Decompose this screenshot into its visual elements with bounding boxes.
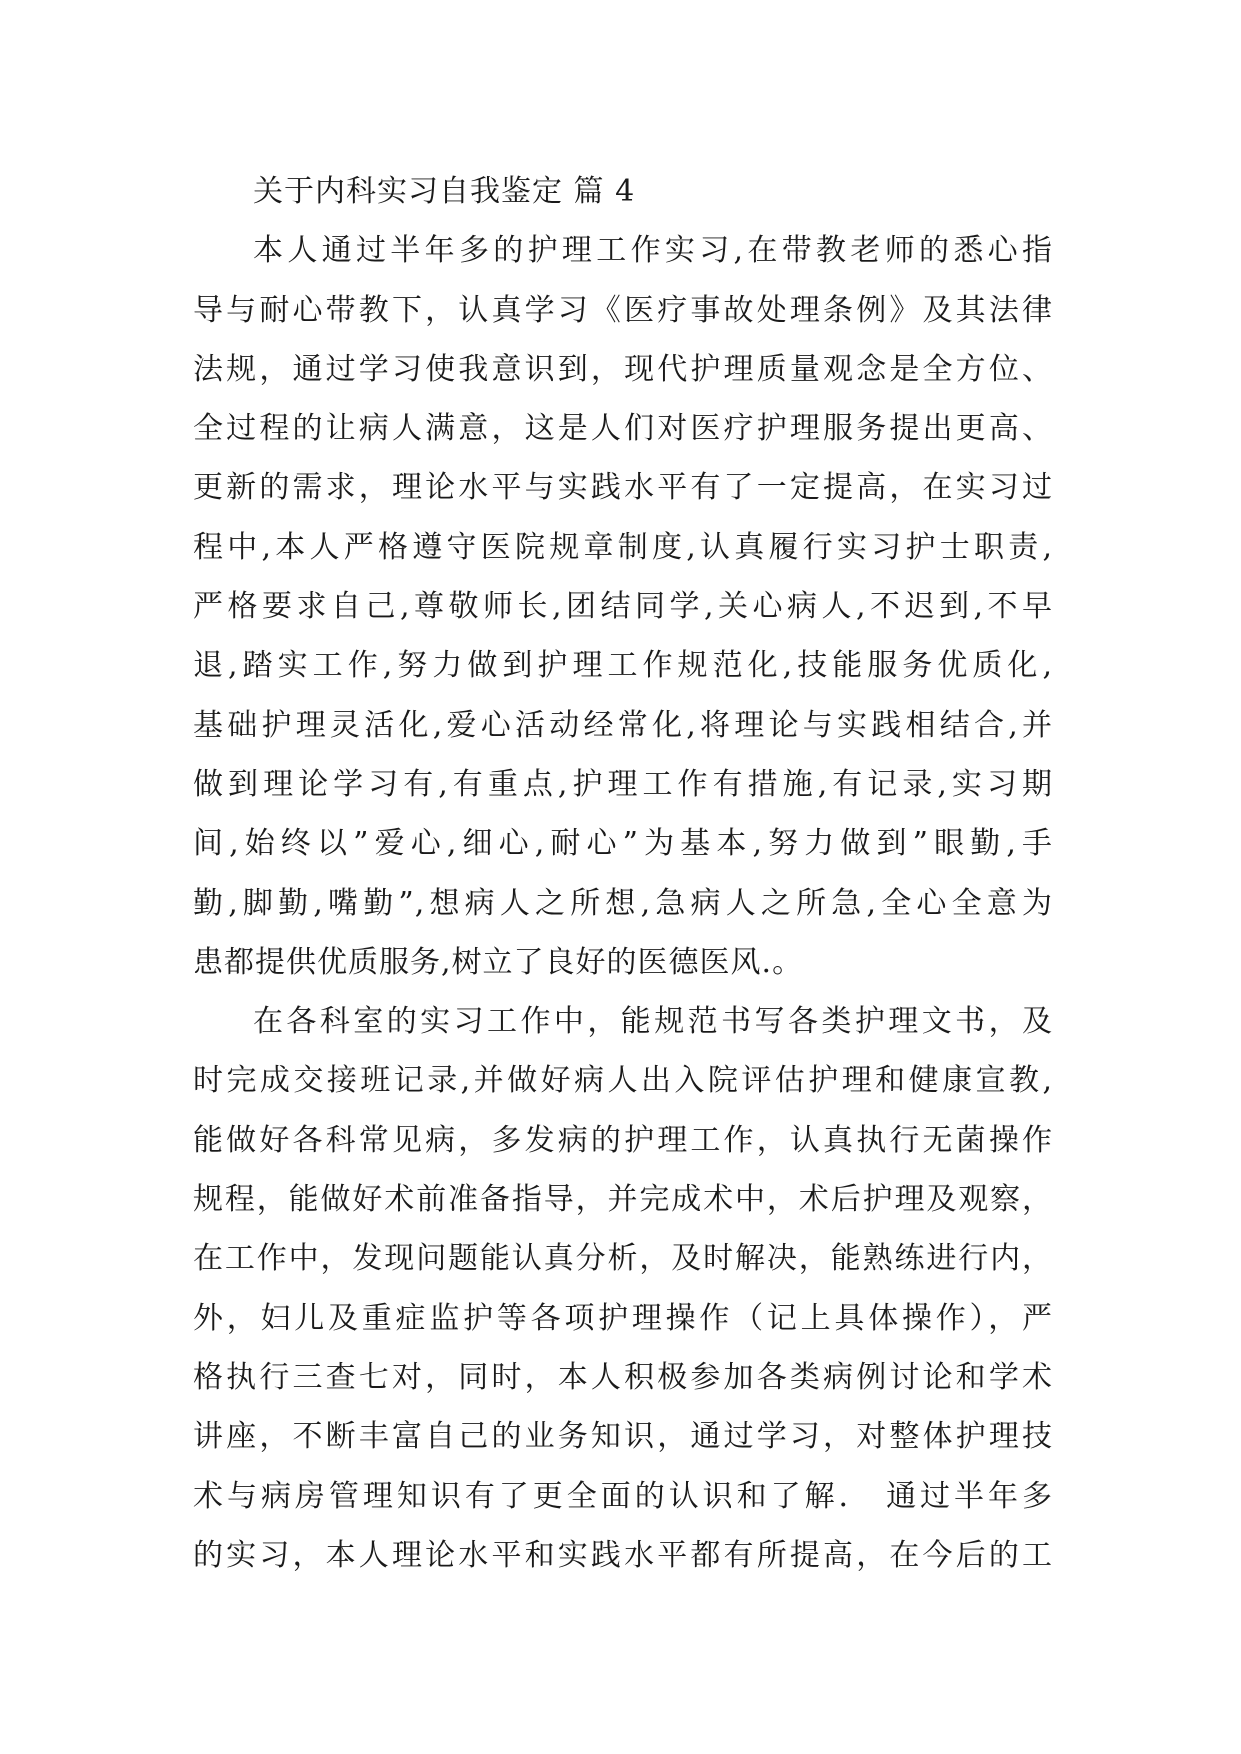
paragraph-line: 做到理论学习有,有重点,护理工作有措施,有记录,实习期 xyxy=(193,766,1053,802)
paragraph-line: 严格要求自己,尊敬师长,团结同学,关心病人,不迟到,不早 xyxy=(193,589,1053,625)
paragraph-line: 法规，通过学习使我意识到，现代护理质量观念是全方位、 xyxy=(193,351,1053,387)
paragraph-line: 间,始终以”爱心,细心,耐心”为基本,努力做到”眼勤,手 xyxy=(193,826,1053,862)
paragraph-line: 程中,本人严格遵守医院规章制度,认真履行实习护士职责, xyxy=(193,529,1053,565)
paragraph-line: 勤,脚勤,嘴勤”,想病人之所想,急病人之所急,全心全意为 xyxy=(193,885,1053,921)
paragraph-line: 的实习，本人理论水平和实践水平都有所提高，在今后的工 xyxy=(193,1537,1053,1573)
paragraph-line: 基础护理灵活化,爱心活动经常化,将理论与实践相结合,并 xyxy=(193,707,1053,743)
paragraph-line: 导与耐心带教下，认真学习《医疗事故处理条例》及其法律 xyxy=(193,292,1053,328)
paragraph-line: 能做好各科常见病，多发病的护理工作，认真执行无菌操作 xyxy=(193,1122,1053,1158)
paragraph-line: 全过程的让病人满意，这是人们对医疗护理服务提出更高、 xyxy=(193,411,1053,447)
paragraph-line: 退,踏实工作,努力做到护理工作规范化,技能服务优质化, xyxy=(193,648,1053,684)
paragraph-line: 外，妇儿及重症监护等各项护理操作（记上具体操作），严 xyxy=(193,1300,1053,1336)
paragraph-line: 讲座，不断丰富自己的业务知识，通过学习，对整体护理技 xyxy=(193,1419,1053,1455)
paragraph-1 xyxy=(193,221,1053,992)
paragraph-line: 本人通过半年多的护理工作实习,在带教老师的悉心指 xyxy=(253,233,1053,269)
paragraph-line: 在各科室的实习工作中，能规范书写各类护理文书，及 xyxy=(253,1004,1053,1040)
paragraph-line: 格执行三查七对，同时，本人积极参加各类病例讨论和学术 xyxy=(193,1359,1053,1395)
paragraph-line: 在工作中，发现问题能认真分析，及时解决，能熟练进行内， xyxy=(193,1241,1053,1277)
paragraph-line: 患都提供优质服务,树立了良好的医德医风.。 xyxy=(193,944,804,980)
paragraph-line: 规程，能做好术前准备指导，并完成术中，术后护理及观察， xyxy=(193,1182,1053,1218)
paragraph-line: 时完成交接班记录,并做好病人出入院评估护理和健康宣教, xyxy=(193,1063,1053,1099)
document-title: 关于内科实习自我鉴定 篇 4 xyxy=(253,174,636,209)
paragraph-2 xyxy=(193,992,1053,1585)
document-body xyxy=(193,162,1053,1585)
paragraph-line: 术与病房管理知识有了更全面的认识和了解． 通过半年多 xyxy=(193,1478,1053,1514)
paragraph-line: 更新的需求，理论水平与实践水平有了一定提高，在实习过 xyxy=(193,470,1053,506)
